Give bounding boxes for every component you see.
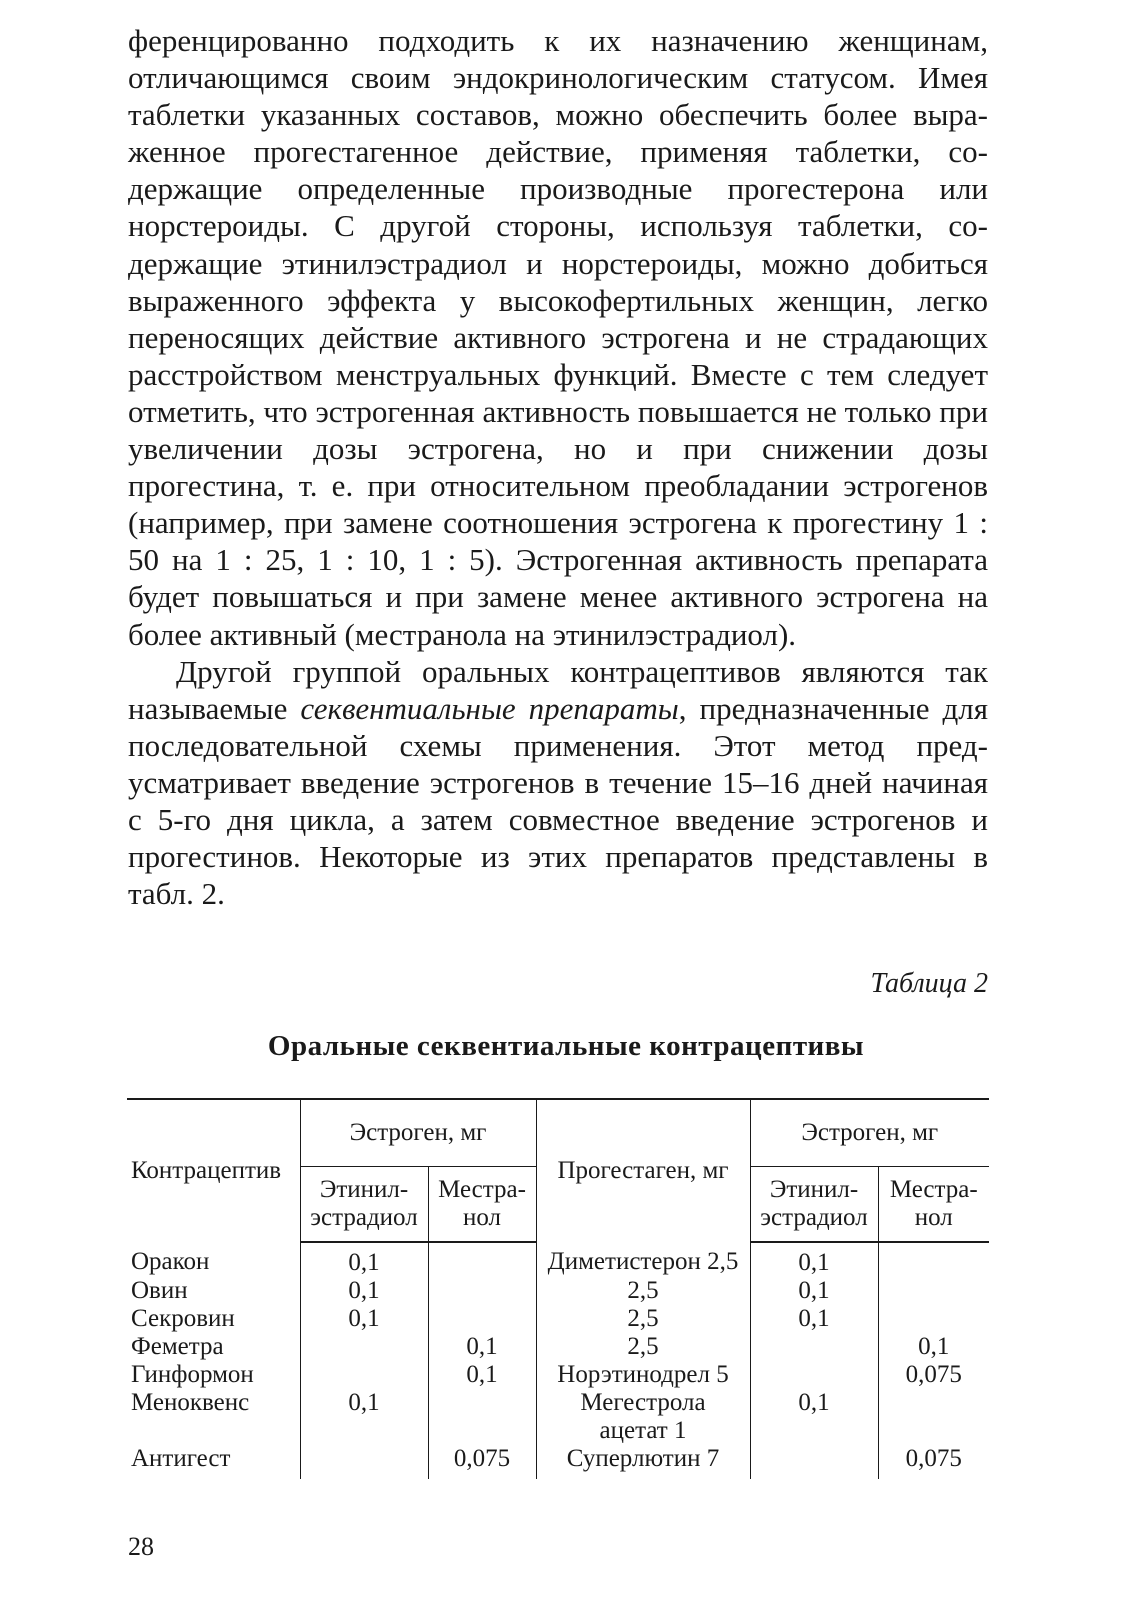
body-paragraph-1: ференцированно подходить к их назначению женщинам, отличающимся своим эндокринологическим статусом. Имея таблетки указанных составов, можно обеспечить более выраженное прогестагенное действие, применяя таблетки, содержащие определенные производные прогестерона или норстероиды. С другой стороны, используя таблетки, содержащие этинилэстрадиол и норстероиды, можно добиться выраженного эффекта у высокофертильных женщин, легко переносящих действие активного эстрогена и не страдающих расстройством менструальных функций. Вместе с тем следует отметить, что эстрогенная активность повышается не только при увеличении дозы эстрогена, но и при снижении дозы прогестина, т. е. при относительном преобладании эстрогенов (например, при замене соотношения эстрогена к прогестину 1 : 50 на 1 : 25, 1 : 10, 1 : 5). Эстрогенная активность препарата будет повышаться и при замене менее активного эстрогена на более активный (местранола на этинилэстрадиол).	[128, 23, 988, 652]
cell-progestagen: Суперлютин 7	[536, 1445, 750, 1479]
cell-ethinyl-1: 0,1	[300, 1305, 428, 1333]
cell-mestranol-1	[428, 1305, 536, 1333]
cell-mestranol-2	[878, 1389, 989, 1445]
cell-ethinyl-1: 0,1	[300, 1242, 428, 1277]
header-mestranol-1: Местра- нол	[428, 1167, 536, 1243]
table-row	[127, 1333, 989, 1361]
cell-ethinyl-2: 0,1	[750, 1389, 878, 1445]
table-row	[127, 1445, 989, 1479]
cell-name: Антигест	[131, 1445, 231, 1472]
cell-ethinyl-2	[750, 1333, 878, 1361]
cell-progestagen: 2,5	[536, 1277, 750, 1305]
table-row	[127, 1242, 989, 1277]
cell-ethinyl-2	[750, 1445, 878, 1479]
cell-name: Оракон	[131, 1248, 210, 1275]
cell-progestagen: Мегестрола ацетат 1	[536, 1389, 750, 1445]
table-row	[127, 1277, 989, 1305]
cell-progestagen: Норэтинодрел 5	[536, 1361, 750, 1389]
cell-mestranol-1	[428, 1242, 536, 1277]
paragraph-2-emphasis: секвентиальные препараты	[300, 690, 679, 726]
cell-mestranol-2	[878, 1242, 989, 1277]
cell-name: Феметра	[131, 1333, 224, 1360]
header-ethinyl-1: Этинил- эстрадиол	[300, 1167, 428, 1243]
cell-mestranol-2: 0,1	[878, 1333, 989, 1361]
header-progestagen: Прогестаген, мг	[536, 1099, 750, 1242]
cell-mestranol-2	[878, 1277, 989, 1305]
cell-ethinyl-1	[300, 1361, 428, 1389]
cell-ethinyl-1: 0,1	[300, 1277, 428, 1305]
paragraph-2-end: , предназначенные для последовательной схемы применения. Этот метод предусматривает введение эстрогенов в течение 15–16 дней начиная с 5-го дня цикла, а затем совместное введение эстрогенов и прогестинов. Некоторые из этих препаратов представлены в табл. 2.	[128, 690, 988, 912]
header-estrogen-group-1: Эстроген, мг	[300, 1099, 536, 1167]
cell-ethinyl-2: 0,1	[750, 1277, 878, 1305]
cell-ethinyl-2	[750, 1361, 878, 1389]
cell-mestranol-1	[428, 1389, 536, 1445]
cell-mestranol-2: 0,075	[878, 1361, 989, 1389]
cell-progestagen: 2,5	[536, 1333, 750, 1361]
header-ethinyl-2: Этинил- эстрадиол	[750, 1167, 878, 1243]
paragraph-2-start: Другой группой оральных контрацептивов являются так называемые	[128, 653, 988, 726]
page-number: 28	[128, 1532, 154, 1561]
cell-progestagen: 2,5	[536, 1305, 750, 1333]
cell-mestranol-2	[878, 1305, 989, 1333]
table-label: Таблица 2	[870, 968, 988, 999]
header-contraceptive: Контрацептив	[127, 1099, 300, 1242]
cell-ethinyl-1	[300, 1333, 428, 1361]
table-row	[127, 1389, 989, 1445]
cell-ethinyl-2: 0,1	[750, 1305, 878, 1333]
header-mestranol-2: Местра- нол	[878, 1167, 989, 1243]
cell-mestranol-2: 0,075	[878, 1445, 989, 1479]
contraceptives-table	[127, 1098, 989, 1479]
cell-mestranol-1: 0,1	[428, 1361, 536, 1389]
table-row	[127, 1361, 989, 1389]
cell-name: Овин	[131, 1277, 188, 1304]
table-title: Оральные секвентиальные контрацептивы	[267, 1030, 865, 1062]
cell-mestranol-1	[428, 1277, 536, 1305]
header-estrogen-group-2: Эстроген, мг	[750, 1099, 989, 1167]
cell-ethinyl-1: 0,1	[300, 1389, 428, 1445]
page-body	[128, 22, 988, 912]
cell-ethinyl-1	[300, 1445, 428, 1479]
cell-name: Секровин	[131, 1305, 235, 1332]
cell-name: Менoквенс	[131, 1389, 250, 1416]
table-row	[127, 1305, 989, 1333]
cell-name: Гинформон	[131, 1361, 254, 1388]
cell-progestagen: Диметистерон 2,5	[536, 1242, 750, 1277]
cell-mestranol-1: 0,1	[428, 1333, 536, 1361]
cell-mestranol-1: 0,075	[428, 1445, 536, 1479]
cell-ethinyl-2: 0,1	[750, 1242, 878, 1277]
body-paragraph-2	[128, 653, 988, 913]
